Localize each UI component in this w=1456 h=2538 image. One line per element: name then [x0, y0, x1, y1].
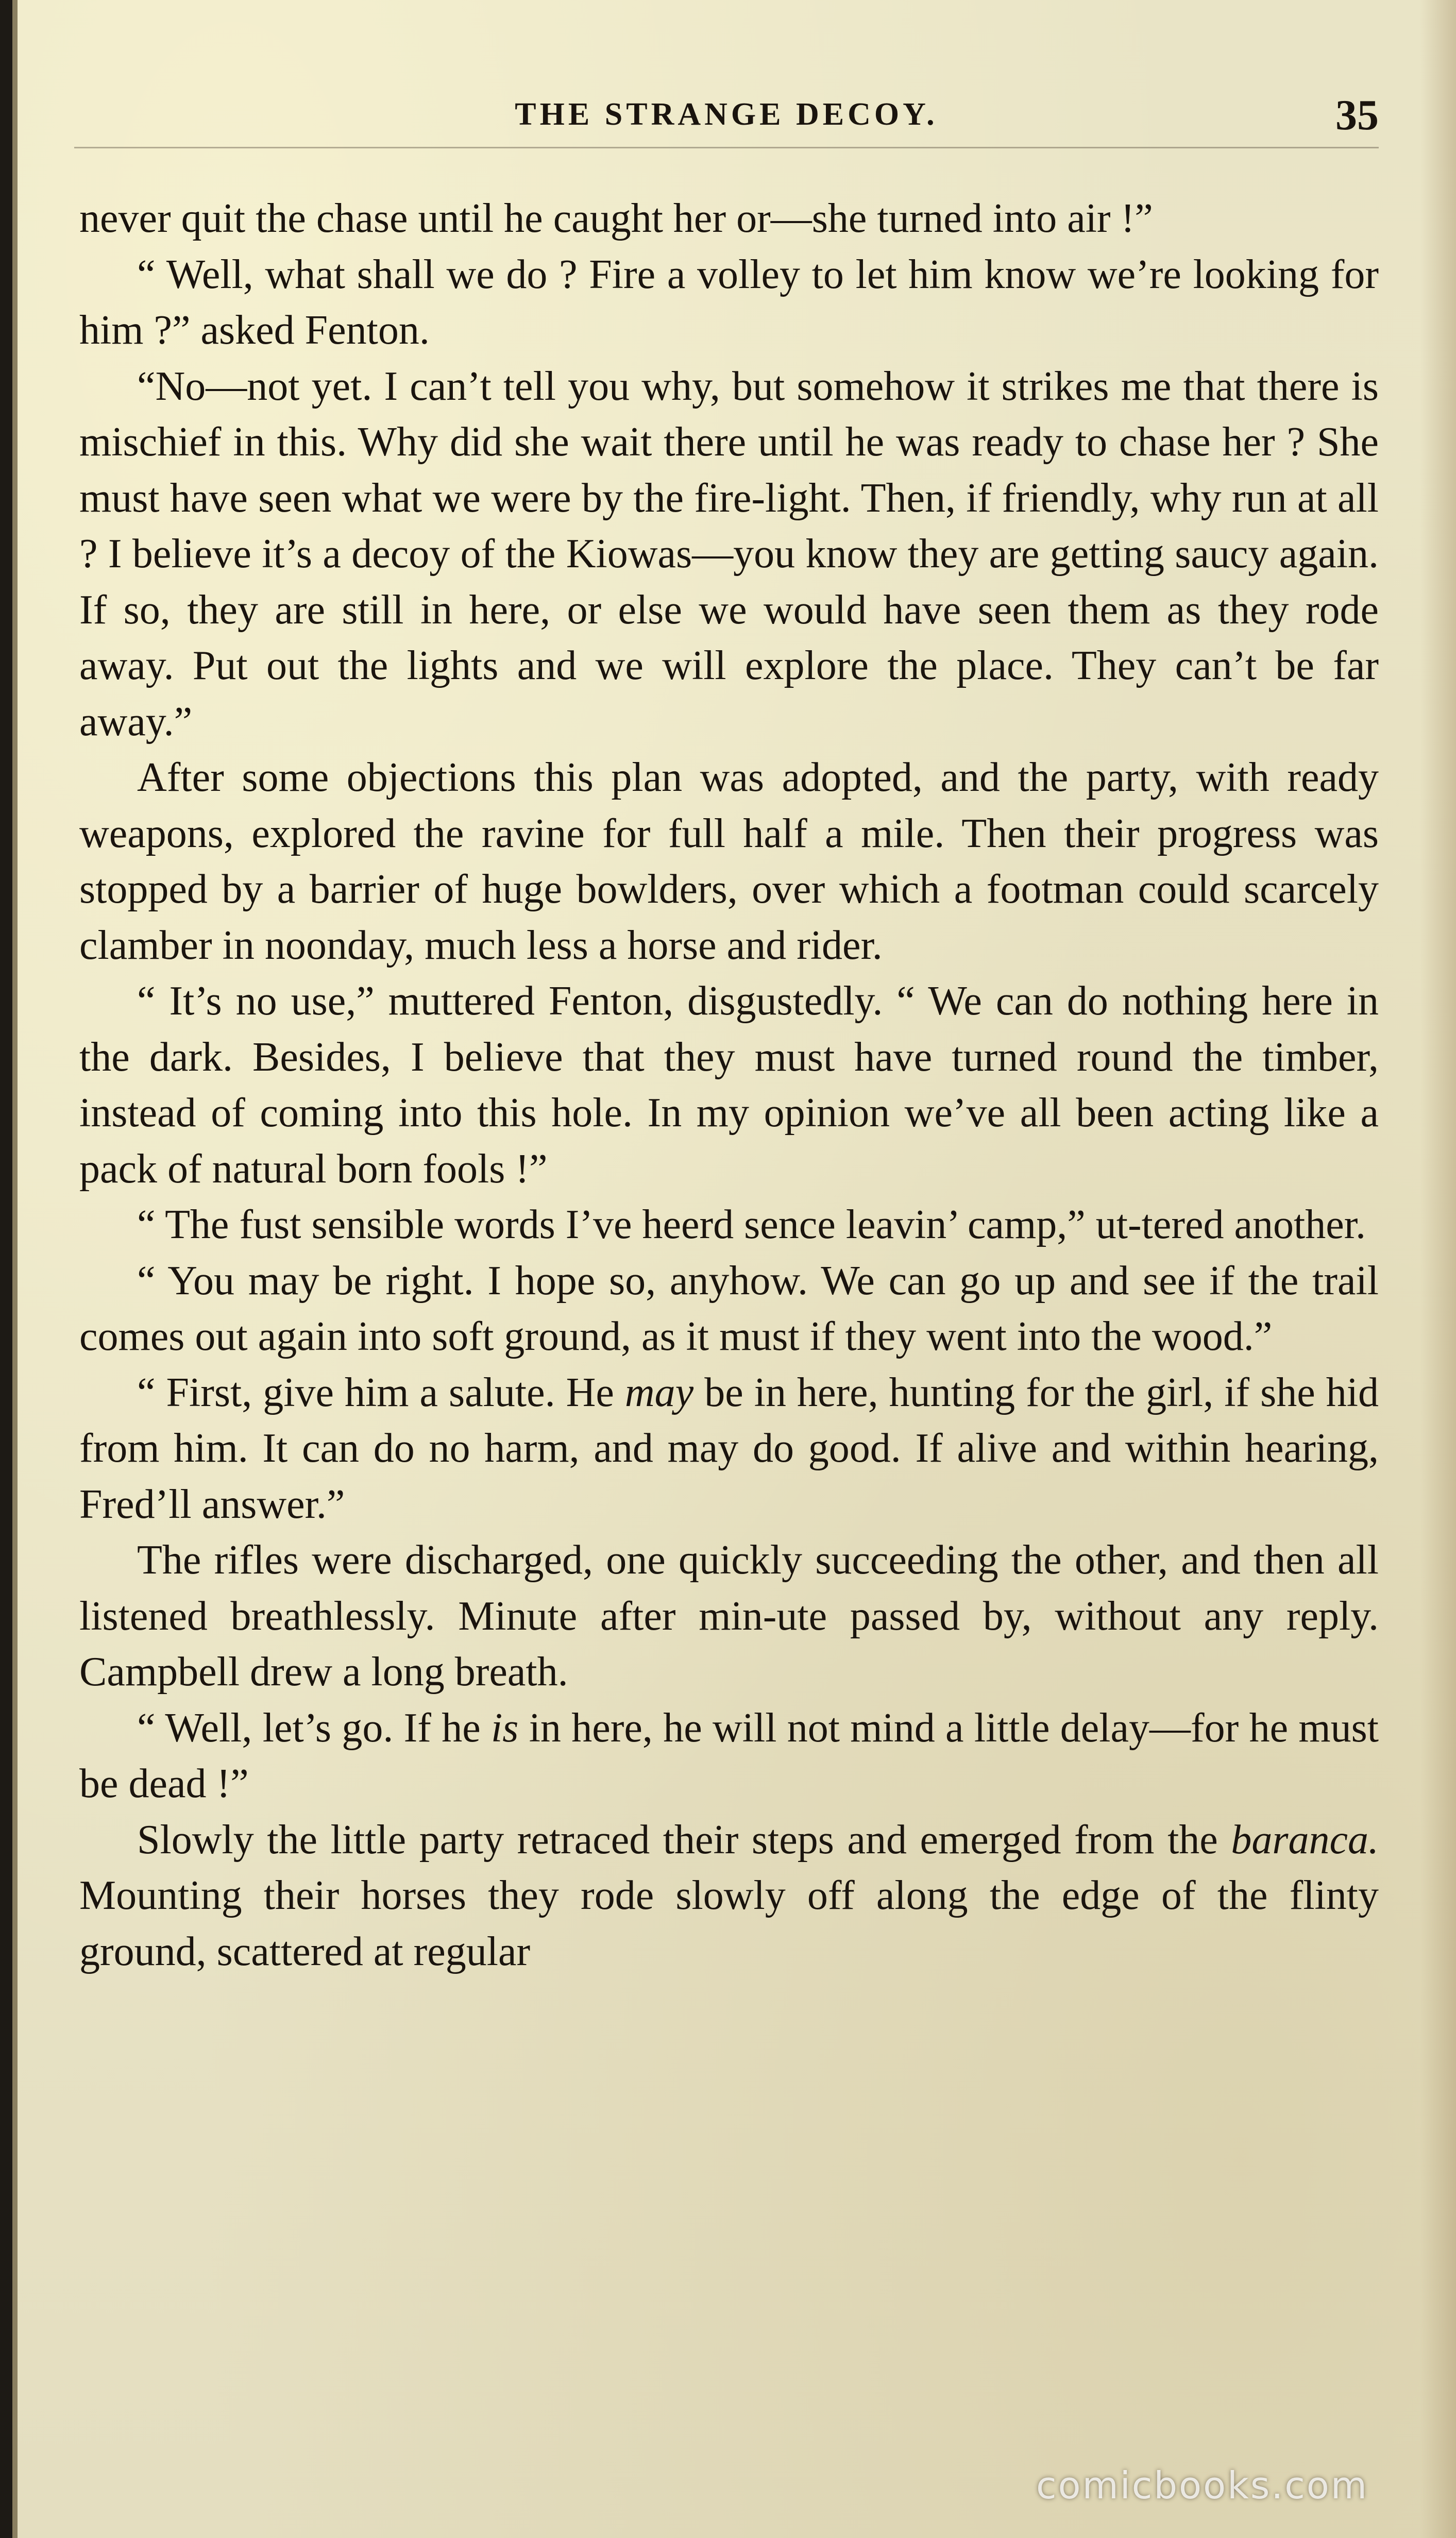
page-number: 35: [1335, 91, 1379, 139]
paragraph: “ You may be right. I hope so, anyhow. We can go up and see if the trail comes out again into soft ground, as it must if they went into the wood.”: [79, 1258, 1379, 1359]
italic-word: may: [624, 1369, 694, 1415]
text-run: “ First, give him a salute. He: [137, 1369, 625, 1415]
italic-word: is: [491, 1705, 519, 1751]
text-run: Mounting their horses they rode slowly off along the edge of the flinty ground, scattered at regular: [79, 1873, 1379, 1974]
running-header: [74, 90, 1379, 148]
paragraph: “ It’s no use,” muttered Fenton, disgustedly. “ We can do nothing here in the dark. Besides, I believe that they must have turned round the timber, instead of coming into this hole. In my opinion we’ve all been acting like a pack of natural born fools !”: [79, 978, 1379, 1192]
paragraph: [79, 1700, 1379, 1812]
paragraph: After some objections this plan was adopted, and the party, with ready weapons, explored the ravine for full half a mile. Then their progress was stopped by a barrier of huge bowlders, over which a footman could scarcely clamber in noonday, much less a horse and rider.: [79, 755, 1379, 968]
paragraph: [79, 1812, 1379, 1980]
paragraph: “ The fust sensible words I’ve heerd sence leavin’ camp,” ut-tered another.: [137, 1202, 1366, 1247]
paragraph: The rifles were discharged, one quickly succeeding the other, and then all listened breathlessly. Minute after min-ute passed by, without any reply. Campbell drew a long breath.: [79, 1537, 1379, 1695]
book-page: [12, 0, 1456, 2538]
watermark: comicbooks.com: [1036, 2464, 1368, 2507]
text-run: be in here, hunting for the girl, if she hid from him. It can do no harm, and may do good. If alive and within hearing, Fred’ll answer.”: [79, 1369, 1379, 1527]
paragraph: “No—not yet. I can’t tell you why, but somehow it strikes me that there is mischief in this. Why did she wait there until he was ready to chase her ? She must have seen what we were by the fire-light. Then, if friendly, why run at all ? I believe it’s a decoy of the Kiowas—you know they are getting saucy again. If so, they are still in here, or else we would have seen them as they rode away. Put out the lights and we will explore the place. They can’t be far away.”: [79, 363, 1379, 745]
text-run: Slowly the little party retraced their steps and emerged from the: [137, 1817, 1231, 1863]
paragraph: [79, 1365, 1379, 1533]
running-title: THE STRANGE DECOY.: [515, 97, 938, 132]
paragraph: “ Well, what shall we do ? Fire a volley to let him know we’re looking for him ?” asked Fenton.: [79, 251, 1379, 353]
text-run: in here, he will not mind a little delay—for he must be dead !”: [79, 1705, 1379, 1806]
paragraph-continued: never quit the chase until he caught her or—she turned into air !”: [79, 196, 1153, 241]
body-text: [79, 191, 1379, 1979]
italic-word: baranca.: [1231, 1817, 1379, 1863]
text-run: “ Well, let’s go. If he: [137, 1705, 492, 1751]
